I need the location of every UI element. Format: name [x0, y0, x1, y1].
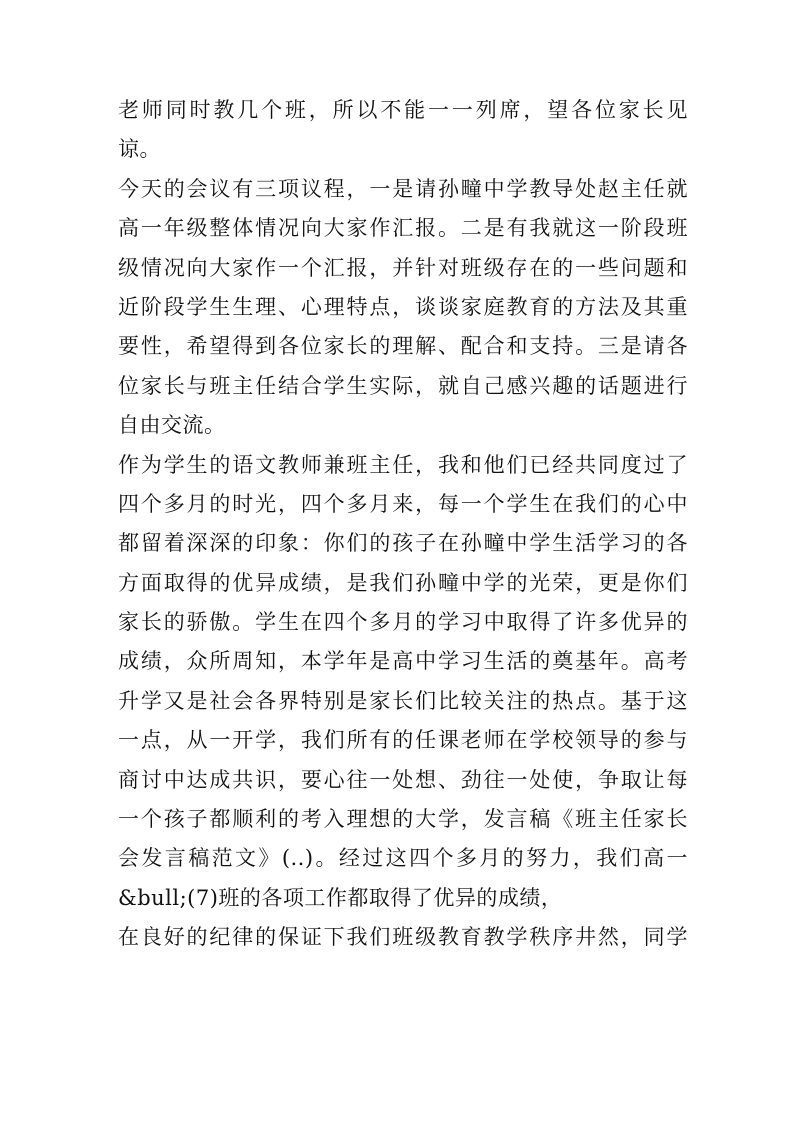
text-line: 家长的骄傲。学生在四个多月的学习中取得了许多优异的	[118, 610, 688, 635]
text-line: 级情况向大家作一个汇报，并针对班级存在的一些问题和	[118, 255, 688, 280]
text-line: 自由交流。	[118, 413, 226, 438]
text-line: 升学又是社会各界特别是家长们比较关注的热点。基于这	[118, 688, 688, 713]
text-line: 会发言稿范文》(..)。经过这四个多月的努力，我们高一	[118, 846, 688, 871]
text-line: 老师同时教几个班，所以不能一一列席，望各位家长见	[118, 98, 688, 122]
text-line: 近阶段学生生理、心理特点，谈谈家庭教育的方法及其重	[118, 294, 688, 319]
text-line: 高一年级整体情况向大家作汇报。二是有我就这一阶段班	[118, 216, 688, 241]
text-line: 四个多月的时光，四个多月来，每一个学生在我们的心中	[118, 491, 688, 516]
text-line: 商讨中达成共识，要心往一处想、劲往一处使，争取让每	[118, 767, 688, 792]
text-line: 今天的会议有三项议程，一是请孙疃中学教导处赵主任就	[118, 176, 688, 201]
text-line: 作为学生的语文教师兼班主任，我和他们已经共同度过了	[118, 452, 688, 477]
text-line: 一个孩子都顺利的考入理想的大学，发言稿《班主任家长	[118, 807, 688, 832]
text-line: 一点，从一开学，我们所有的任课老师在学校领导的参与	[118, 728, 688, 753]
text-line: 成绩，众所周知，本学年是高中学习生活的奠基年。高考	[118, 649, 688, 674]
text-line: 谅。	[118, 137, 161, 162]
body-text	[118, 91, 688, 958]
text-line: 都留着深深的印象：你们的孩子在孙疃中学生活学习的各	[118, 531, 688, 556]
text-line: 方面取得的优异成绩，是我们孙疃中学的光荣，更是你们	[118, 570, 688, 595]
text-line: 位家长与班主任结合学生实际，就自己感兴趣的话题进行	[118, 373, 688, 398]
text-line: &bull;(7)班的各项工作都取得了优异的成绩，	[118, 885, 563, 910]
text-line: 在良好的纪律的保证下我们班级教育教学秩序井然，同学	[118, 925, 688, 950]
text-line: 要性，希望得到各位家长的理解、配合和支持。三是请各	[118, 334, 688, 359]
